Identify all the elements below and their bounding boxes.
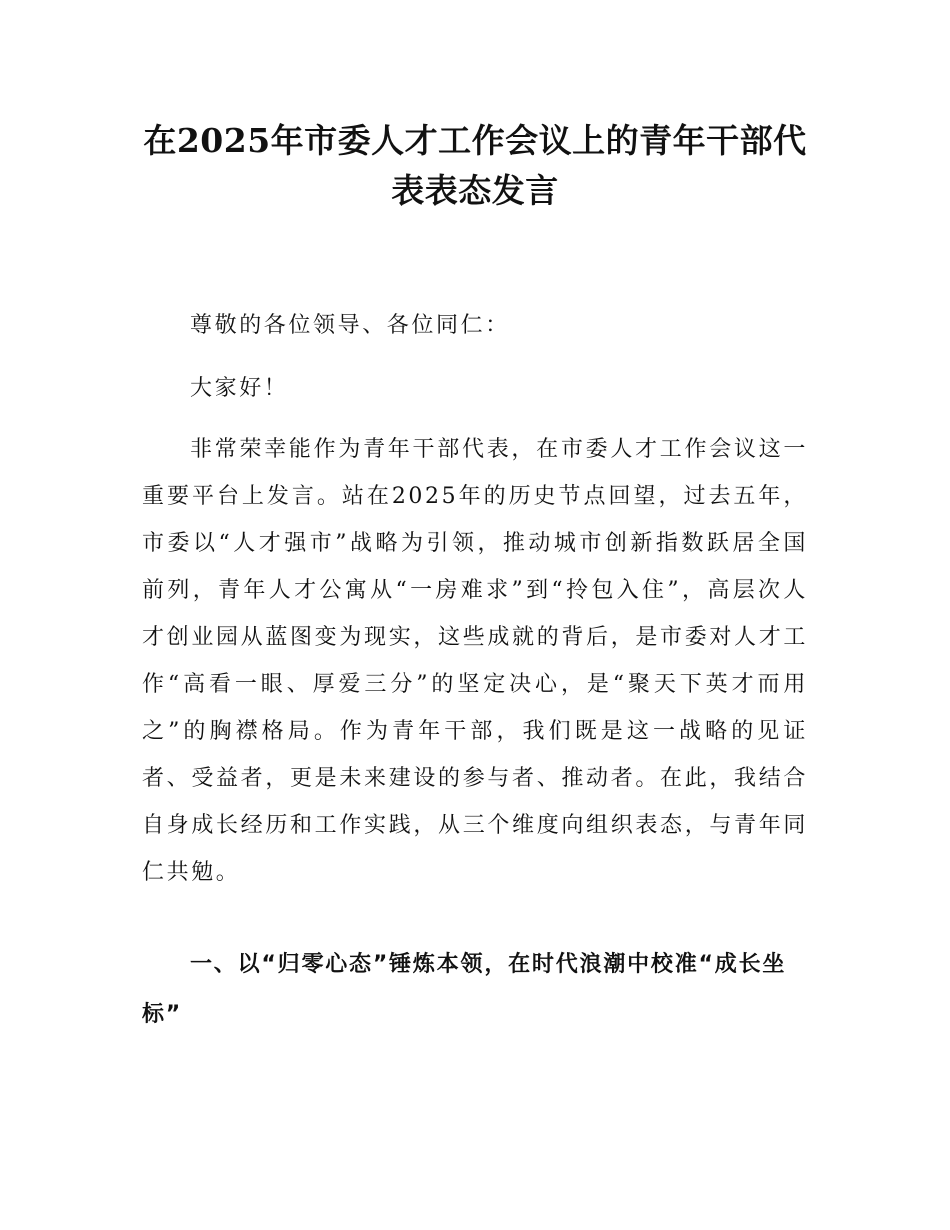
salutation: 尊敬的各位领导、各位同仁：: [190, 313, 510, 338]
document-title: 在2025年市委人才工作会议上的青年干部代表表态发言: [143, 121, 807, 210]
greeting: 大家好！: [190, 376, 289, 401]
body-paragraph: 非常荣幸能作为青年干部代表，在市委人才工作会议这一重要平台上发言。站在2025年的历史节点回望，过去五年，市委以“人才强市”战略为引领，推动城市创新指数跃居全国前列，青年人才公寓从“一房难求”到“拎包入住”，高层次人才创业园从蓝图变为现实，这些成就的背后，是市委对人才工作“高看一眼、厚爱三分”的坚定决心，是“聚天下英才而用之”的胸襟格局。作为青年干部，我们既是这一战略的见证者、受益者，更是未来建设的参与者、推动者。在此，我结合自身成长经历和工作实践，从三个维度向组织表态，与青年同仁共勉。: [142, 437, 808, 885]
section-heading: 一、以“归零心态”锤炼本领，在时代浪潮中校准“成长坐标”: [142, 952, 787, 1027]
